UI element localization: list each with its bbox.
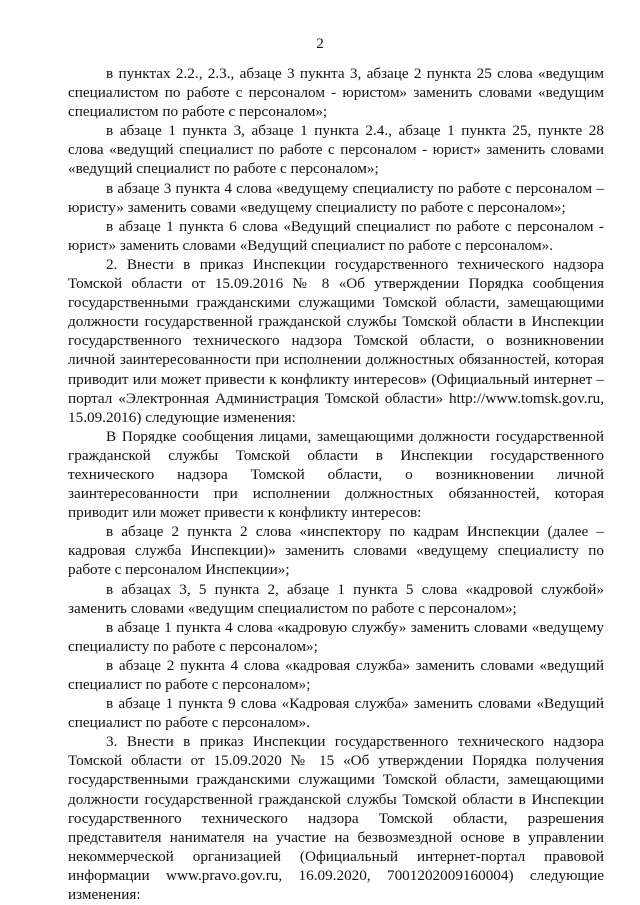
paragraph-11: в абзаце 1 пункта 9 слова «Кадровая служба» заменить словами «Ведущий специалист по работе с персоналом».: [68, 695, 604, 732]
paragraph-2: в абзаце 1 пункта 3, абзаце 1 пункта 2.4., абзаце 1 пункта 25, пункте 28 слова «ведущий специалист по работе с персоналом - юрист» заменить словами «ведущий специалист по работе с персоналом»;: [68, 122, 604, 178]
paragraph-4: в абзаце 1 пункта 6 слова «Ведущий специалист по работе с персоналом - юрист» заменить словами «Ведущий специалист по работе с персоналом».: [68, 217, 604, 254]
paragraph-section-2: 2. Внести в приказ Инспекции государственного технического надзора Томской области от 15.09.2016 № 8 «Об утверждении Порядка сообщения государственными гражданскими служащими Томской области, замещающими должности государственной гражданской службы Томской области в Инспекции государственного технического надзора Томской области, о возникновении личной заинтересованности при исполнении должностных обязанностей, которая приводит или может привести к конфликту интересов» (Официальный интернет – портал «Электронная Администрация Томской области» http://www.tomsk.gov.ru, 15.09.2016) следующие изменения:: [68, 255, 604, 426]
page-number: 2: [316, 36, 324, 52]
document-body: [68, 64, 604, 904]
paragraph-3: в абзаце 3 пункта 4 слова «ведущему специалисту по работе с персоналом – юристу» заменить совами «ведущему специалисту по работе с персоналом»;: [68, 179, 604, 216]
paragraph-section-3: 3. Внести в приказ Инспекции государственного технического надзора Томской области от 15.09.2020 № 15 «Об утверждении Порядка получения государственными гражданскими служащими Томской области, замещающими должности государственной гражданской службы Томской области в Инспекции государственного технического надзора Томской области, разрешения представителя нанимателя на участие на безвозмездной основе в управлении некоммерческой организацией (Официальный интернет-портал правовой информации www.pravo.gov.ru, 16.09.2020, 7001202009160004) следующие изменения:: [68, 733, 604, 904]
paragraph-7: в абзаце 2 пункта 2 слова «инспектору по кадрам Инспекции (далее – кадровая служба Инспекции)» заменить словами «ведущему специалисту по работе с персоналом Инспекции»;: [68, 523, 604, 579]
paragraph-10: в абзаце 2 пукнта 4 слова «кадровая служба» заменить словами «ведущий специалист по работе с персоналом»;: [68, 656, 604, 693]
paragraph-8: в абзацах 3, 5 пункта 2, абзаце 1 пункта 5 слова «кадровой службой» заменить словами «ведущим специалистом по работе с персоналом»;: [68, 580, 604, 617]
paragraph-6: В Порядке сообщения лицами, замещающими должности государственной гражданской службы Томской области в Инспекции государственного технического надзора Томской области, о возникновении личной заинтересованности при исполнении должностных обязанностей, которая приводит или может привести к конфликту интересов:: [68, 427, 604, 522]
paragraph-1: в пунктах 2.2., 2.3., абзаце 3 пукнта 3, абзаце 2 пункта 25 слова «ведущим специалистом по работе с персоналом - юристом» заменить словами «ведущим специалистом по работе с персоналом»;: [68, 65, 604, 121]
paragraph-9: в абзаце 1 пункта 4 слова «кадровую службу» заменить словами «ведущему специалисту по работе с персоналом»;: [68, 618, 604, 655]
